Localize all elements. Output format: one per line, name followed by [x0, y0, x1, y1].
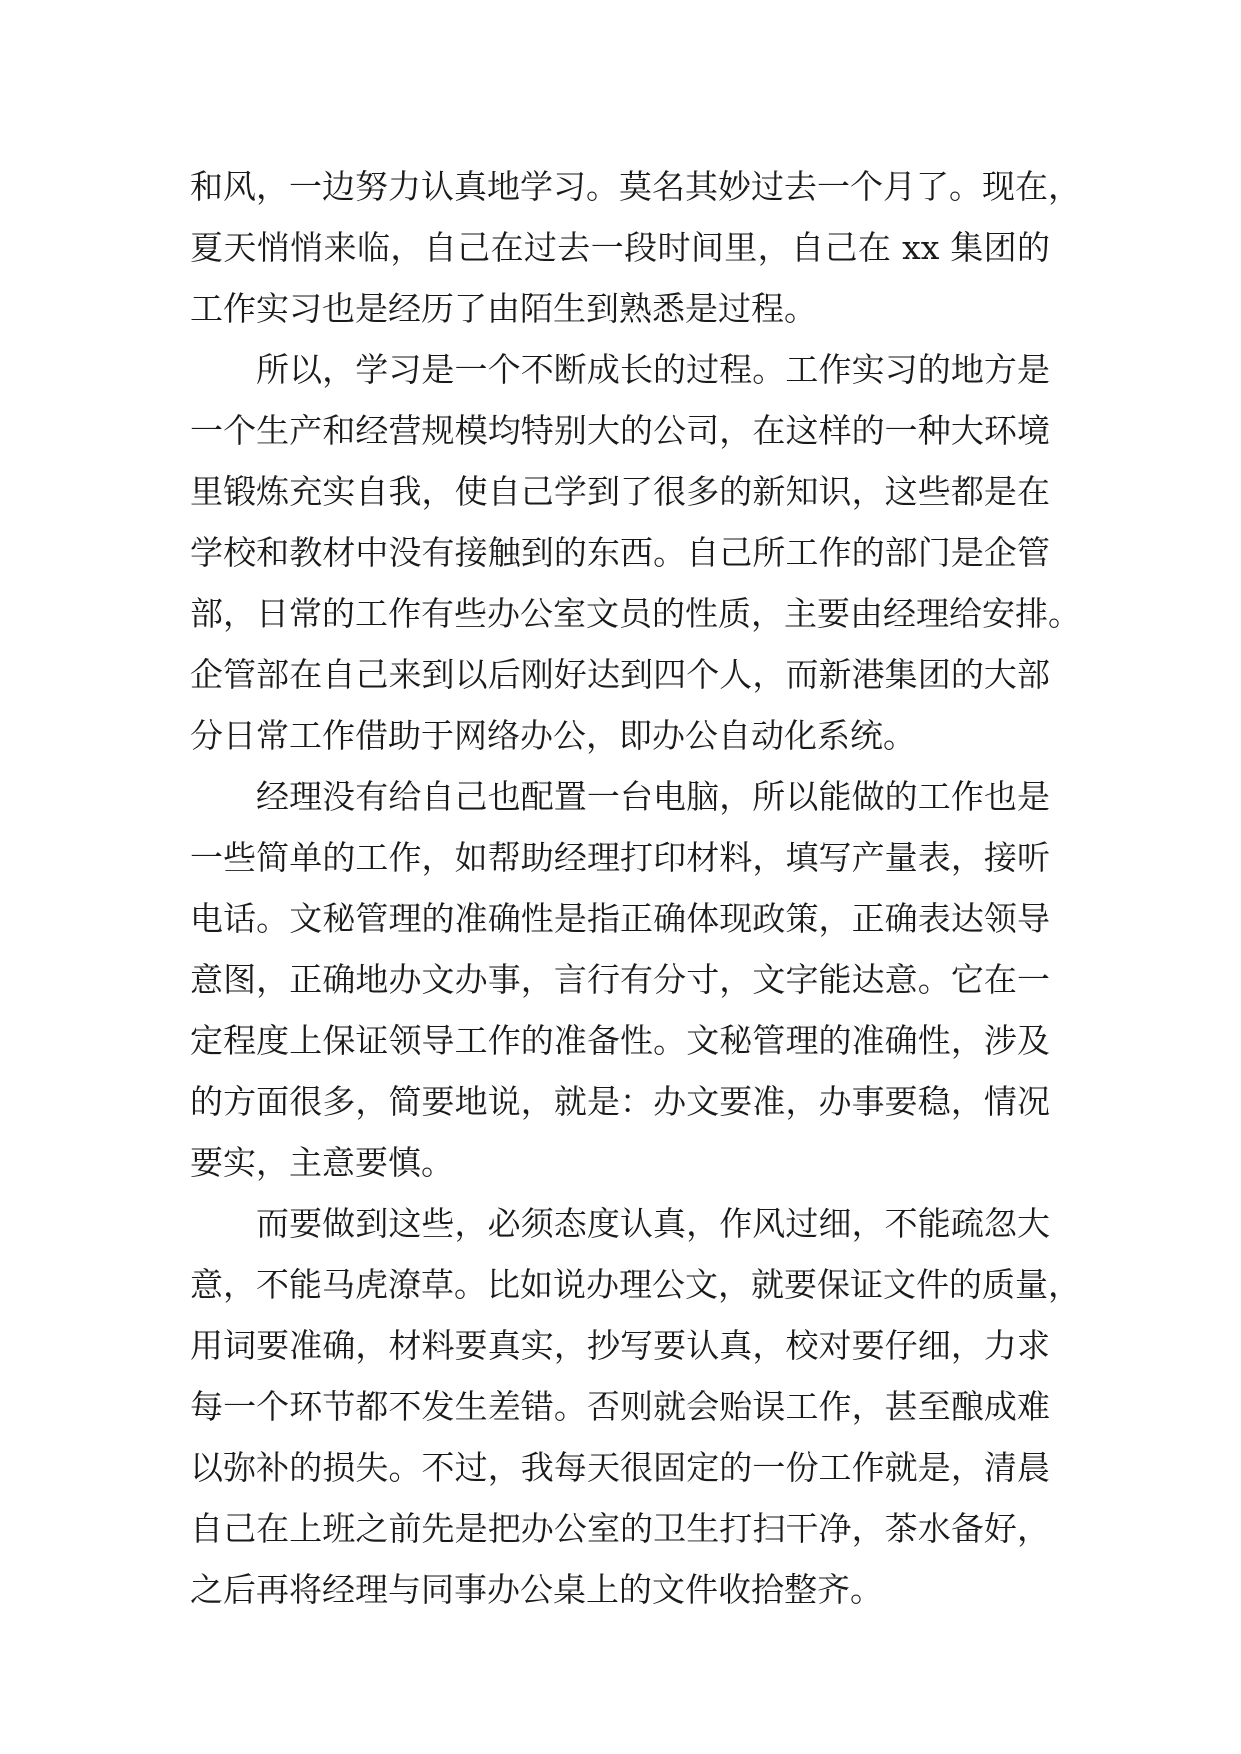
paragraph-4-line-7: 之后再将经理与同事办公桌上的文件收拾整齐。 [190, 1570, 883, 1609]
paragraph-4-line-2: 意，不能马虎潦草。比如说办理公文，就要保证文件的质量， [190, 1265, 1081, 1304]
paragraph-2-line-7: 分日常工作借助于网络办公，即办公自动化系统。 [190, 716, 916, 755]
paragraph-3-line-5: 定程度上保证领导工作的准备性。文秘管理的准确性，涉及 [190, 1021, 1050, 1060]
paragraph-3-line-7: 要实，主意要慎。 [190, 1143, 454, 1182]
paragraph-2-line-4: 学校和教材中没有接触到的东西。自己所工作的部门是企管 [190, 533, 1050, 572]
paragraph-4-line-6: 自己在上班之前先是把办公室的卫生打扫干净，茶水备好， [190, 1509, 1050, 1548]
paragraph-1-line-2: 夏天悄悄来临，自己在过去一段时间里，自己在 xx 集团的 [190, 228, 1050, 267]
paragraph-2-line-6: 企管部在自己来到以后刚好达到四个人，而新港集团的大部 [190, 655, 1050, 694]
paragraph-3-line-6: 的方面很多，简要地说，就是：办文要准，办事要稳，情况 [190, 1082, 1050, 1121]
paragraph-2-line-5: 部，日常的工作有些办公室文员的性质，主要由经理给安排。 [190, 594, 1081, 633]
paragraph-3-line-2: 一些简单的工作，如帮助经理打印材料，填写产量表，接听 [190, 838, 1050, 877]
paragraph-1-line-1: 和风，一边努力认真地学习。莫名其妙过去一个月了。现在， [190, 167, 1081, 206]
paragraph-2-line-2: 一个生产和经营规模均特别大的公司，在这样的一种大环境 [190, 411, 1050, 450]
paragraph-4-line-1: 而要做到这些，必须态度认真，作风过细，不能疏忽大 [256, 1204, 1050, 1243]
paragraph-4-line-3: 用词要准确，材料要真实，抄写要认真，校对要仔细，力求 [190, 1326, 1050, 1365]
paragraph-2-line-1: 所以，学习是一个不断成长的过程。工作实习的地方是 [256, 350, 1050, 389]
paragraph-3-line-1: 经理没有给自己也配置一台电脑，所以能做的工作也是 [256, 777, 1050, 816]
paragraph-4-line-4: 每一个环节都不发生差错。否则就会贻误工作，甚至酿成难 [190, 1387, 1050, 1426]
paragraph-4-line-5: 以弥补的损失。不过，我每天很固定的一份工作就是，清晨 [190, 1448, 1050, 1487]
paragraph-3-line-3: 电话。文秘管理的准确性是指正确体现政策，正确表达领导 [190, 899, 1050, 938]
paragraph-1-line-3: 工作实习也是经历了由陌生到熟悉是过程。 [190, 289, 817, 328]
paragraph-2-line-3: 里锻炼充实自我，使自己学到了很多的新知识，这些都是在 [190, 472, 1050, 511]
paragraph-3-line-4: 意图，正确地办文办事，言行有分寸，文字能达意。它在一 [190, 960, 1050, 999]
document-body [190, 156, 1081, 1620]
